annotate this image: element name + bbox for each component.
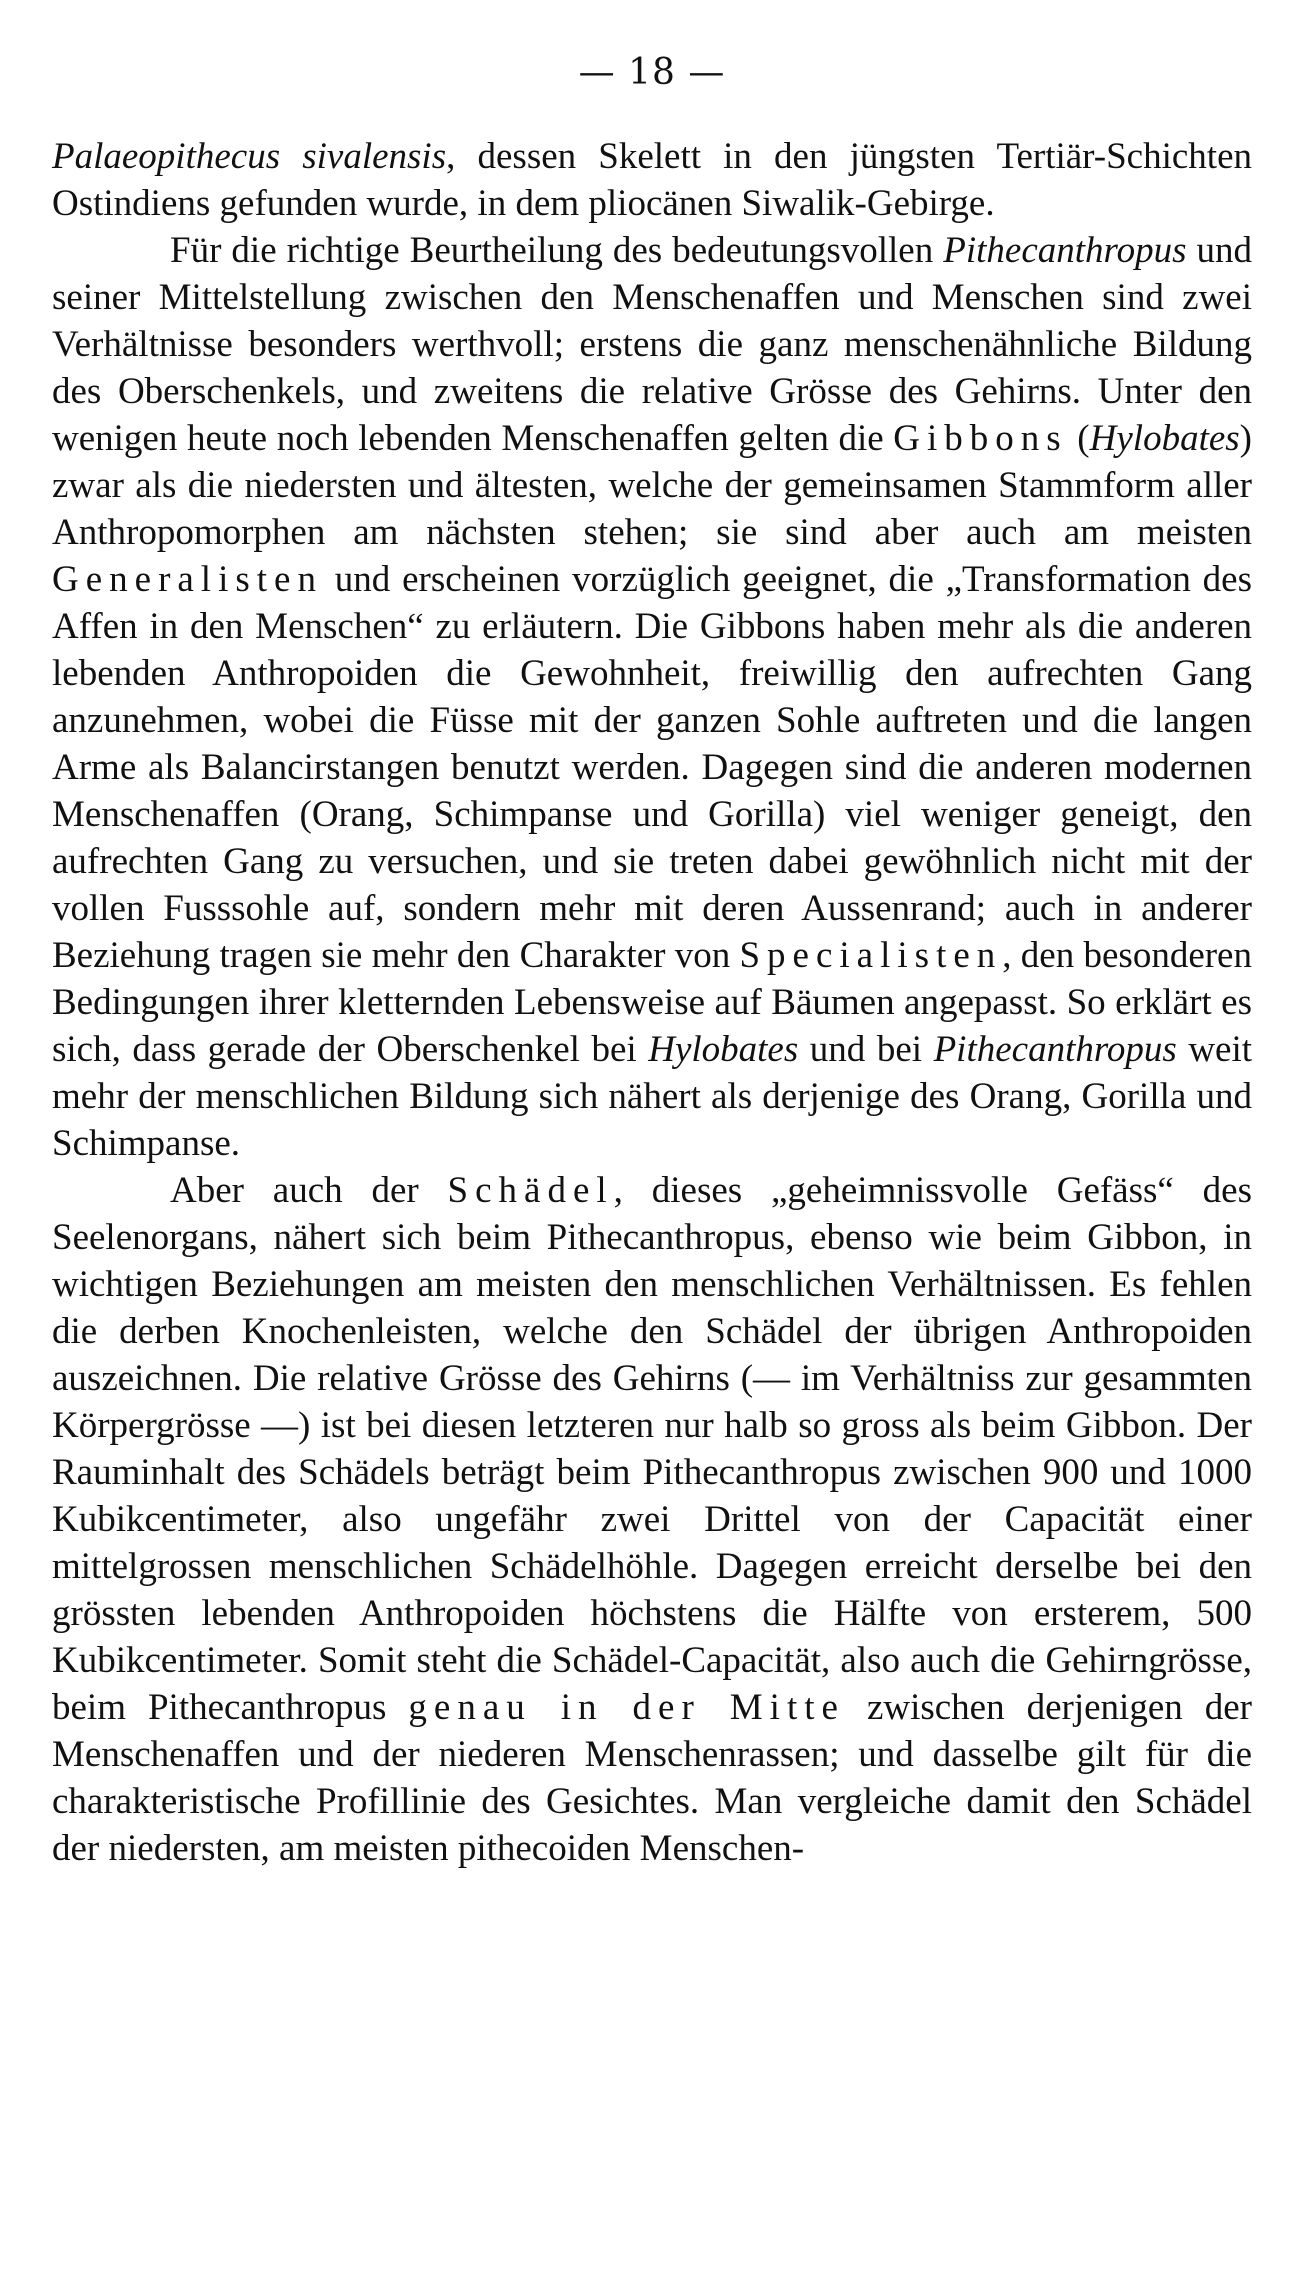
text-segment: zwischen derjenigen der Menschenaffen und der niederen Menschenrassen; und dasselbe gilt für die charakteristische Profillinie des Gesichtes. Man vergleiche damit den Schädel der niedersten, am meisten pithecoiden Menschen- [52,1687,1253,1869]
text-segment: und erscheinen vorzüglich geeignet, die „Transformation des Affen in den Menschen“ zu erläutern. Die Gibbons haben mehr als die anderen lebenden Anthropoiden die Gewohnheit, freiwillig den aufrechten Gang anzunehmen, wobei die Füsse mit der ganzen Sohle auftreten und die langen Arme als Balancirstangen benutzt werden. Dagegen sind die anderen modernen Menschenaffen (Orang, Schimpanse und Gorilla) viel weniger geneigt, den aufrechten Gang zu versuchen, und sie treten dabei gewöhnlich nicht mit der vollen Fusssohle auf, sondern mehr mit deren Aussenrand; auch in anderer Beziehung tragen sie mehr den Charakter von [52,559,1252,976]
text-segment: ( [1067,418,1090,459]
text-segment: Palaeopithecus sivalensis [52,136,447,177]
text-segment: Für die richtige Beurtheilung des bedeutungsvollen [170,230,944,271]
text-segment: und seiner Mittelstellung zwischen den Menschenaffen und Menschen sind zwei Verhältnisse besonders werthvoll; erstens die ganz menschenähnliche Bildung des Oberschenkels, und zweitens die relative Grösse des Gehirns. Unter den wenigen heute noch lebenden Menschenaffen gelten die [52,230,1253,459]
text-segment: Generalisten [52,559,323,600]
paragraph-2 [52,227,1252,1167]
text-segment: Pithecanthropus [933,1029,1177,1070]
body-text [52,133,1252,1872]
text-segment: Hylobates [1089,418,1240,459]
text-segment: ) zwar als die niedersten und ältesten, welche der gemeinsamen Stammform aller Anthropomorphen am nächsten stehen; sie sind aber auch am meisten [52,418,1252,553]
text-segment: Schädel [447,1170,614,1211]
text-segment: Specialisten [739,935,1003,976]
page-number: — 18 — [578,52,726,93]
text-segment: Gibbons [893,418,1068,459]
text-segment: genau in der Mitte [408,1687,845,1728]
paragraph-3 [52,1167,1252,1872]
text-segment: , dieses „geheimnissvolle Gefäss“ des Seelenorgans, nähert sich beim Pithecanthropus, ebenso wie beim Gibbon, in wichtigen Beziehungen am meisten den menschlichen Verhältnissen. Es fehlen die derben Knochenleisten, welche den Schädel der übrigen Anthropoiden auszeichnen. Die relative Grösse des Gehirns (— im Verhältniss zur gesammten Körpergrösse —) ist bei diesen letzteren nur halb so gross als beim Gibbon. Der Rauminhalt des Schädels beträgt beim Pithecanthropus zwischen 900 und 1000 Kubikcentimeter, also ungefähr zwei Drittel von der Capacität einer mittelgrossen menschlichen Schädelhöhle. Dagegen erreicht derselbe bei den grössten lebenden Anthropoiden höchstens die Hälfte von ersterem, 500 Kubikcentimeter. Somit steht die Schädel-Capacität, also auch die Gehirngrösse, beim Pithecanthropus [52,1170,1252,1728]
text-segment: , den besonderen Bedingungen ihrer kletternden Lebensweise auf Bäumen angepasst. So erklärt es sich, dass gerade der Oberschenkel bei [52,935,1252,1070]
text-segment: weit mehr der menschlichen Bildung sich nähert als derjenige des Orang, Gorilla und Schimpanse. [52,1029,1253,1164]
paragraph-1 [52,133,1252,227]
text-segment: und bei [798,1029,934,1070]
text-segment: , dessen Skelett in den jüngsten Tertiär-Schichten Ostindiens gefunden wurde, in dem pliocänen Siwalik-Gebirge. [52,136,1252,224]
text-segment: Hylobates [648,1029,799,1070]
text-segment: Aber auch der [170,1170,448,1211]
text-segment: Pithecanthropus [943,230,1187,271]
